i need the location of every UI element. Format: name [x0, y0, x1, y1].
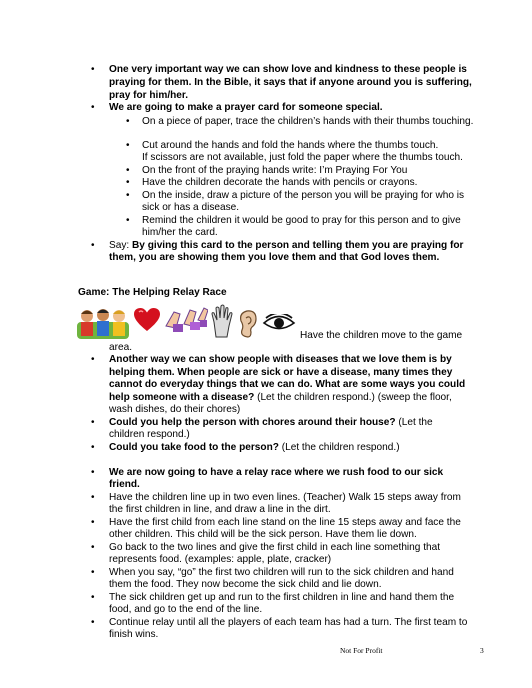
sub-item: On a piece of paper, trace the children’s hands with their thumbs touching. [142, 116, 474, 127]
sub-bullet: • [126, 215, 130, 226]
say-line: them, you are showing them you love them and that God loves them. [109, 252, 440, 263]
bullet: • [91, 442, 95, 453]
paragraph-line: praying for them. In the Bible, it says that if anyone around you is suffering, [109, 77, 472, 88]
step-line: food, and go to the end of the line. [109, 604, 263, 615]
sub-bullet: • [126, 165, 130, 176]
paragraph-line: We are now going to have a relay race where we rush food to our sick [109, 467, 444, 478]
bullet: • [91, 617, 95, 628]
step-line: Have the first child from each line stand on the line 15 steps away and face the [109, 517, 461, 528]
question-line [109, 441, 400, 454]
bullet: • [91, 592, 95, 603]
sub-item: Have the children decorate the hands with pencils or crayons. [142, 177, 418, 188]
hand-gestures-icon [164, 306, 208, 336]
say-text: By giving this card to the person and telling them you are praying for [132, 240, 464, 251]
paragraph-line: We are going to make a prayer card for someone special. [109, 102, 383, 113]
eye-icon [262, 314, 296, 332]
response-note: (Let the [395, 417, 433, 428]
response-note: (Let the children respond.) (sweep the floor, [254, 392, 452, 403]
game-title: Game: The Helping Relay Race [78, 287, 227, 298]
step-line: Go back to the two lines and give the first child in each line something that [109, 542, 441, 553]
sub-item: On the inside, draw a picture of the person you will be praying for who is [142, 190, 465, 201]
sub-bullet: • [126, 190, 130, 201]
bullet: • [91, 354, 95, 365]
paragraph-line: wash dishes, do their chores) [109, 404, 241, 415]
instruction-line: Have the children move to the game [300, 330, 463, 341]
icon-strip [76, 302, 298, 342]
bullet: • [91, 567, 95, 578]
question-text: help someone with a disease? [109, 392, 255, 403]
bullet: • [91, 467, 95, 478]
paragraph-line: helping them. When people are sick or have a disease, many times they [109, 367, 453, 378]
sub-bullet: • [126, 177, 130, 188]
step-line: Continue relay until all the players of each team has had a turn. The first team to [109, 617, 468, 628]
question-text: Could you help the person with chores around their house? [109, 417, 396, 428]
hand-icon [210, 304, 234, 338]
paragraph-line: One very important way we can show love and kindness to these people is [109, 64, 467, 75]
bullet: • [91, 64, 95, 75]
sub-item: Cut around the hands and fold the hands where the thumbs touch. [142, 140, 439, 151]
footer-label: Not For Profit [340, 646, 383, 655]
step-line: finish wins. [109, 629, 159, 640]
ear-icon [238, 310, 258, 338]
say-prefix: Say: [109, 240, 133, 251]
sub-bullet: • [126, 140, 130, 151]
paragraph-line: Another way we can show people with diseases that we love them is by [109, 354, 452, 365]
instruction-line: area. [109, 342, 133, 353]
paragraph-line: pray for him/her. [109, 90, 189, 101]
bullet: • [91, 417, 95, 428]
step-line: When you say, “go” the first two children will run to the sick children and hand [109, 567, 454, 578]
page-number: 3 [480, 646, 484, 655]
response-note: (Let the children respond.) [278, 442, 400, 453]
bullet: • [91, 240, 95, 251]
bullet: • [91, 542, 95, 553]
heart-icon [134, 308, 160, 332]
step-line: the first children in line, and draw a line in the dirt. [109, 504, 331, 515]
step-line: The sick children get up and run to the first children in line and hand them the [109, 592, 455, 603]
paragraph-line: friend. [109, 479, 140, 490]
step-line: them the food. They now become the sick child and lie down. [109, 579, 382, 590]
sub-bullet: • [126, 116, 130, 127]
sub-item: him/her the card. [142, 227, 218, 238]
step-line: represents food. (examples: apple, plate, cracker) [109, 554, 332, 565]
sub-item: On the front of the praying hands write: I’m Praying For You [142, 165, 408, 176]
question-text: Could you take food to the person? [109, 442, 279, 453]
sub-item: If scissors are not available, just fold the paper where the thumbs touch. [142, 152, 463, 163]
bullet: • [91, 102, 95, 113]
step-line: Have the children line up in two even lines. (Teacher) Walk 15 steps away from [109, 492, 461, 503]
bullet: • [91, 517, 95, 528]
children-group-icon [76, 306, 130, 340]
step-line: other children. This child will be the sick person. Have them lie down. [109, 529, 417, 540]
question-line: children respond.) [109, 429, 190, 440]
sub-item: Remind the children it would be good to pray for this person and to give [142, 215, 461, 226]
sub-item: sick or has a disease. [142, 202, 240, 213]
paragraph-line: cannot do everyday things that we can do. What are some ways you could [109, 379, 466, 390]
bullet: • [91, 492, 95, 503]
